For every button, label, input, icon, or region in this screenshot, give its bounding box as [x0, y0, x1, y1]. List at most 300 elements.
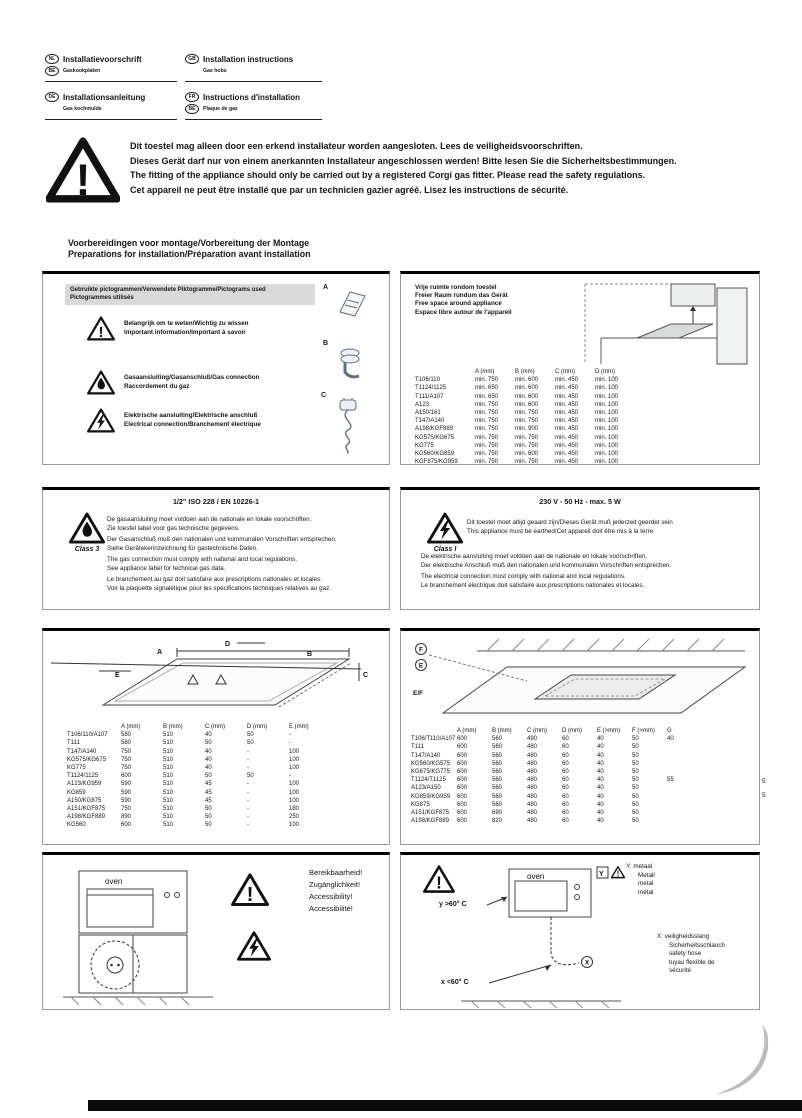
table-cell: 600	[457, 818, 468, 825]
table-row	[67, 821, 331, 829]
table-header-cell: E (>mm)	[597, 728, 621, 734]
table-header-cell: A (mm)	[457, 728, 477, 734]
free-space-title-line: Vrije ruimte rondom toestel	[415, 284, 497, 291]
table-cell: min. 750	[515, 459, 539, 466]
table-cell: T1124/1125	[415, 385, 447, 392]
accessibility-line: Bereikbaarheid!	[309, 868, 363, 877]
table-row	[67, 764, 331, 772]
table-cell: 50	[632, 785, 639, 792]
table-cell: min. 100	[595, 385, 619, 392]
gas-instruction-line: The gas connection must comply with national and local regulations.	[107, 555, 298, 563]
free-space-table	[415, 368, 635, 466]
page-curl-graphic	[706, 1022, 776, 1098]
table-cell: 510	[163, 789, 174, 796]
table-cell: min. 900	[515, 426, 539, 433]
table-cell: min. 750	[515, 418, 539, 425]
electric-warning-icon	[238, 933, 269, 960]
free-space-panel	[400, 271, 760, 465]
table-cell: KG575/KG675	[415, 434, 455, 441]
table-cell: min. 750	[475, 459, 499, 466]
gas-connector-pictogram-icon	[335, 346, 365, 382]
table-cell: 40	[597, 818, 604, 825]
section-title	[68, 238, 310, 259]
safety-line: Dieses Gerät darf nur von einem anerkannten Installateur angeschlossen werden! Bitte lesen Sie die Sicherheitsbestimmungen.	[130, 155, 677, 166]
electric-warning-icon	[87, 408, 115, 433]
table-header-cell: D (mm)	[595, 369, 615, 375]
table-cell: 60	[562, 744, 569, 751]
table-cell: 480	[527, 769, 538, 776]
figure-label-c: C	[321, 392, 327, 399]
table-row	[411, 776, 702, 784]
table-row	[415, 450, 635, 458]
worktop-panel	[400, 628, 760, 845]
gas-instruction-line: Voir la plaquette signalétique pour les spécifications techniques relatives au gaz.	[107, 584, 332, 592]
pictogram-item-text: Elektrische aansluiting/Elektrische anschluß Electrical connection/Branchement électrique	[124, 412, 261, 428]
y-material-title: Y: metaal	[626, 863, 653, 870]
svg-text:!: !	[616, 869, 620, 879]
free-space-title-line: Espace libre autour de l'appareil	[415, 308, 512, 316]
table-cell: 510	[163, 748, 174, 755]
table-cell: 60	[562, 760, 569, 767]
exclamation-glyph: !	[75, 156, 91, 203]
table-cell: min. 100	[595, 401, 619, 408]
table-cell: min. 600	[515, 377, 539, 384]
table-cell: 480	[527, 785, 538, 792]
lang-badge-gb: GB	[185, 54, 199, 64]
table-cell: min. 600	[515, 451, 539, 458]
safety-line: The fitting of the appliance should only be carried out by a registered Corgi gas fitter. Please read the safety regulations.	[130, 170, 646, 181]
table-cell: 480	[527, 801, 538, 808]
table-cell: min. 100	[595, 410, 619, 417]
table-row	[411, 817, 702, 825]
table-cell: min. 750	[475, 410, 499, 417]
earthing-line: Dit toestel moet altijd geaard zijn/Dieses Gerät muß jederzeit geerdet sein	[467, 519, 673, 526]
table-header-row	[415, 368, 635, 376]
table-cell: 890	[121, 814, 132, 821]
table-cell: 100	[289, 748, 300, 755]
table-cell: 510	[163, 822, 174, 829]
margin-mark: 5	[762, 792, 766, 799]
table-row	[67, 772, 331, 780]
table-cell: KG560	[67, 822, 86, 829]
table-cell: KG675/KG775	[411, 769, 451, 776]
lang-badge-nl: NL	[45, 54, 59, 64]
x-hose-title: X: veiligheidsslang	[657, 933, 710, 940]
footer-bar	[88, 1100, 802, 1111]
table-row	[415, 442, 635, 450]
table-cell: min. 750	[475, 377, 499, 384]
table-cell: 480	[527, 752, 538, 759]
free-space-diagram	[541, 280, 753, 368]
table-cell: 40	[597, 785, 604, 792]
table-cell: 510	[163, 797, 174, 804]
electrical-instruction-line: De elektrische aansluiting moet voldoen aan de nationale en lokale voorschriften.	[421, 553, 648, 560]
y-material-lines	[638, 872, 655, 897]
table-header-cell: C (mm)	[205, 724, 225, 730]
table-cell: 50	[632, 810, 639, 817]
table-cell: 50	[632, 777, 639, 784]
x-hose-line: sécurité	[669, 967, 692, 975]
worktop-cutout-diagram	[407, 635, 755, 725]
warning-icon	[87, 316, 115, 341]
dim-label-e: E	[418, 662, 424, 670]
cutout-table	[67, 723, 331, 830]
table-cell: A150/KG875	[67, 797, 102, 804]
table-cell: 600	[121, 773, 132, 780]
table-cell: min. 450	[555, 401, 579, 408]
table-cell: -	[247, 748, 249, 755]
table-cell: 560	[492, 801, 503, 808]
gas-class-label: Class 3	[74, 546, 100, 553]
pictograms-header-line: Pictogrammes utilisés	[70, 294, 134, 301]
table-cell: 600	[457, 744, 468, 751]
dim-label-d: D	[225, 641, 231, 648]
figure-label-b: B	[323, 340, 329, 347]
table-cell: 600	[457, 777, 468, 784]
table-cell: T147/A140	[415, 418, 445, 425]
table-cell: min. 750	[475, 426, 499, 433]
temp-hot-label: y >60° C	[439, 901, 467, 908]
table-cell: 50	[632, 744, 639, 751]
table-cell: KG859	[67, 789, 86, 796]
table-row	[67, 780, 331, 788]
table-cell: 50	[632, 793, 639, 800]
table-row	[67, 813, 331, 821]
table-header-cell	[415, 368, 475, 376]
gas-instruction-line: De gasaansluiting moet voldoen aan de nationale en lokale voorschriften.	[107, 516, 312, 523]
x-hose-line: Sicherheitsschlauch	[669, 942, 726, 949]
accessibility-line: Zugänglichkeit!	[309, 880, 361, 889]
table-header-cell: B (mm)	[492, 728, 512, 734]
table-cell: 50	[632, 736, 639, 743]
table-cell: 600	[457, 785, 468, 792]
lang-block-fr-be	[185, 92, 322, 120]
table-row	[411, 768, 702, 776]
table-row	[415, 384, 635, 392]
table-cell	[667, 752, 702, 760]
table-cell: min. 600	[515, 393, 539, 400]
table-cell	[667, 743, 702, 751]
table-cell	[667, 760, 702, 768]
table-cell: 510	[163, 773, 174, 780]
table-cell: 50	[205, 814, 212, 821]
table-cell: min. 750	[515, 434, 539, 441]
table-cell: -	[247, 781, 249, 788]
table-cell: min. 450	[555, 442, 579, 449]
table-cell: A198/KGF889	[411, 818, 450, 825]
table-cell: min. 450	[555, 393, 579, 400]
table-cell: KG575/KG675	[67, 756, 107, 763]
lang-badge-be2: BE	[185, 104, 199, 114]
table-cell: 40	[205, 748, 212, 755]
accessibility-text	[309, 867, 362, 915]
table-cell: 60	[562, 810, 569, 817]
table-header-cell: G	[667, 728, 672, 734]
table-header-cell: A (mm)	[475, 369, 495, 375]
lang-badge-be: BE	[45, 66, 59, 76]
table-cell: KG775	[67, 765, 86, 772]
table-cell: 40	[597, 752, 604, 759]
table-cell: min. 100	[595, 426, 619, 433]
table-row	[67, 756, 331, 764]
warning-icon	[46, 137, 120, 203]
electrical-spec: 230 V - 50 Hz - max. 5 W	[539, 497, 621, 506]
table-header-row	[67, 723, 331, 731]
table-cell: 750	[121, 748, 132, 755]
table-header-cell: B (mm)	[163, 724, 183, 730]
table-row	[411, 735, 702, 743]
table-cell: 510	[163, 740, 174, 747]
table-cell: min. 100	[595, 451, 619, 458]
table-cell: 560	[492, 736, 503, 743]
table-cell: 50	[247, 773, 254, 780]
dim-label-a: A	[157, 649, 163, 656]
table-cell: 600	[457, 801, 468, 808]
table-cell: 480	[527, 818, 538, 825]
table-cell: min. 750	[475, 401, 499, 408]
pictograms-header-line: Gebruikte pictogrammen/Verwendete Piktogramme/Pictograms used	[70, 287, 266, 293]
table-cell: A123/A150	[411, 785, 441, 792]
table-cell: A151/KGF875	[67, 806, 106, 813]
table-cell: 40	[597, 736, 604, 743]
table-cell: 560	[492, 777, 503, 784]
table-cell: 560	[492, 785, 503, 792]
table-cell: min. 600	[515, 401, 539, 408]
gas-instruction-line: Zie toestel label voor gas technische gegevens.	[107, 525, 240, 533]
table-cell: T111	[67, 740, 80, 747]
accessibility-line: Accessibility!	[309, 892, 353, 901]
table-cell: min. 750	[475, 442, 499, 449]
gas-flame-warning-icon	[69, 512, 105, 544]
table-header-row	[411, 727, 702, 735]
doc-subtitle-fr: Plaque de gaz	[203, 106, 238, 112]
table-row	[67, 731, 331, 739]
table-cell: KG560/KG859	[415, 451, 455, 458]
lang-block-gb	[185, 54, 322, 82]
gas-flame-warning-icon	[87, 370, 115, 395]
table-header-cell: F (>mm)	[632, 728, 655, 734]
table-cell: 50	[632, 818, 639, 825]
table-cell: 40	[205, 732, 212, 739]
table-cell: T111	[411, 744, 424, 751]
gas-instruction-line: Der Gasanschluß muß den nationalen und kommunalen Vorschriften entsprechen.	[107, 535, 337, 543]
table-row	[67, 739, 331, 747]
table-cell: 750	[121, 756, 132, 763]
table-cell	[667, 809, 702, 817]
table-cell: 50	[247, 740, 254, 747]
table-cell: 690	[492, 810, 503, 817]
table-cell: min. 450	[555, 418, 579, 425]
gas-standard: 1/2" ISO 228 / EN 10226-1	[172, 497, 260, 506]
table-cell: -	[247, 756, 249, 763]
table-cell: T106/110	[415, 377, 440, 384]
table-cell: -	[247, 797, 249, 804]
table-cell: 60	[562, 752, 569, 759]
table-cell: 50	[205, 773, 212, 780]
electric-warning-icon	[427, 512, 463, 544]
accessibility-panel	[42, 852, 390, 1010]
table-cell: 45	[205, 797, 212, 804]
table-cell	[667, 768, 702, 776]
table-cell: min. 100	[595, 442, 619, 449]
gas-instruction-line: Le branchement au gaz doit satisfaire aux prescriptions nationales et locales.	[107, 575, 322, 583]
y-material-line: métal	[638, 888, 654, 896]
table-cell: A123/KG959	[67, 781, 102, 788]
x-hose-line: safety hose	[669, 950, 702, 958]
table-cell: 60	[562, 777, 569, 784]
table-cell: 55	[667, 777, 674, 784]
warning-icon	[424, 867, 453, 893]
doc-title-de: Installationsanleitung	[63, 92, 146, 102]
doc-subtitle-nl: Gaskookplaten	[63, 68, 101, 74]
table-cell: 250	[289, 814, 300, 821]
table-row	[415, 409, 635, 417]
hob-dimensions-diagram	[51, 635, 387, 719]
table-cell: 40	[597, 777, 604, 784]
lang-block-nl-be	[45, 54, 177, 82]
cutout-panel	[42, 628, 390, 845]
x-hose-lines	[669, 942, 725, 976]
table-cell: 100	[289, 789, 300, 796]
table-cell: 100	[289, 765, 300, 772]
table-cell: 60	[562, 785, 569, 792]
table-cell: -	[289, 732, 291, 739]
table-cell: 40	[597, 810, 604, 817]
table-cell: -	[247, 765, 249, 772]
table-cell	[667, 784, 702, 792]
table-cell: 100	[289, 797, 300, 804]
doc-subtitle-gb: Gas hobs	[203, 68, 227, 74]
x-marker: X	[584, 959, 590, 967]
table-cell: A151/KGF875	[411, 810, 450, 817]
table-cell: min. 450	[555, 451, 579, 458]
table-cell: 50	[632, 769, 639, 776]
table-row	[415, 458, 635, 466]
lang-badge-de: DE	[45, 92, 59, 102]
table-cell: 590	[121, 797, 132, 804]
free-space-title	[415, 284, 512, 317]
doc-title-fr: Instructions d'installation	[203, 92, 301, 102]
table-cell: 40	[597, 769, 604, 776]
electrical-instructions	[421, 552, 671, 592]
temp-cold-label: x <60° C	[441, 979, 469, 986]
table-cell: KGF875/KG959	[415, 459, 458, 466]
table-cell: 40	[205, 765, 212, 772]
y-material-line: metal	[638, 880, 654, 888]
table-cell: 40	[597, 744, 604, 751]
table-row	[415, 393, 635, 401]
gas-instruction-line: See appliance label for technical gas data.	[107, 565, 226, 573]
table-cell: 560	[492, 793, 503, 800]
pictograms-header	[65, 284, 315, 305]
table-cell: -	[247, 789, 249, 796]
table-cell: 600	[457, 769, 468, 776]
gas-instructions	[107, 515, 337, 595]
warning-icon	[612, 867, 625, 879]
table-cell: -	[289, 773, 291, 780]
table-cell: 510	[163, 781, 174, 788]
table-cell: 480	[527, 793, 538, 800]
electrical-class-icon	[427, 512, 463, 553]
figure-label-a: A	[323, 284, 329, 291]
y-material-line: Metall	[638, 872, 655, 879]
table-cell: KG875	[411, 801, 430, 808]
table-cell: min. 750	[475, 451, 499, 458]
table-row	[415, 425, 635, 433]
table-cell: A198/KGF889	[415, 426, 454, 433]
pictogram-item-important	[87, 316, 249, 341]
table-cell: 600	[457, 760, 468, 767]
table-cell: A123	[415, 401, 430, 408]
doc-subtitle-de: Gas kochmulde	[63, 106, 102, 112]
table-cell: 40	[597, 801, 604, 808]
table-row	[411, 752, 702, 760]
table-cell: KG859/KG959	[411, 793, 451, 800]
table-cell: T1124/T1125	[411, 777, 446, 784]
table-cell: 560	[492, 769, 503, 776]
table-cell: 50	[632, 801, 639, 808]
electrical-instruction-line: Le branchement électrique doit satisfaire aux prescriptions nationales et locales.	[421, 582, 645, 590]
table-cell: min. 450	[555, 426, 579, 433]
lang-block-de	[45, 92, 177, 120]
table-cell: 60	[562, 793, 569, 800]
installation-table	[411, 727, 702, 825]
table-cell: 480	[527, 744, 538, 751]
table-cell: 750	[121, 765, 132, 772]
table-cell: 510	[163, 765, 174, 772]
table-cell: min. 600	[515, 385, 539, 392]
table-row	[411, 760, 702, 768]
table-cell: -	[247, 814, 249, 821]
table-header-cell: D (mm)	[247, 724, 267, 730]
table-cell: 40	[597, 793, 604, 800]
table-row	[411, 743, 702, 751]
table-cell: 600	[457, 810, 468, 817]
table-cell: T147/A140	[411, 752, 441, 759]
table-cell: KG560/KG575	[411, 760, 451, 767]
table-cell: min. 100	[595, 459, 619, 466]
doc-title-gb: Installation instructions	[203, 54, 294, 64]
table-cell: 45	[205, 789, 212, 796]
table-cell: 600	[457, 752, 468, 759]
table-cell: 580	[121, 740, 132, 747]
spacer	[185, 66, 199, 76]
table-cell: 50	[205, 740, 212, 747]
electrical-panel	[400, 487, 760, 610]
table-header-cell: D (mm)	[562, 728, 582, 734]
margin-mark: 5	[762, 778, 766, 785]
dim-label-f: F	[419, 646, 423, 654]
table-cell: 40	[597, 760, 604, 767]
table-cell: min. 100	[595, 377, 619, 384]
pictograms-panel	[42, 271, 390, 465]
table-cell: min. 450	[555, 385, 579, 392]
electrical-instruction-line: Der elektrische Anschluß muß den nationalen und kommunalen Vorschriften entsprechen.	[421, 562, 672, 570]
table-cell	[667, 801, 702, 809]
table-cell: 40	[667, 736, 674, 743]
table-cell: min. 450	[555, 459, 579, 466]
table-cell: min. 650	[475, 385, 499, 392]
oven-label: oven	[105, 877, 123, 886]
dim-label-b: B	[307, 651, 313, 658]
table-cell: min. 100	[595, 418, 619, 425]
table-cell: 480	[527, 810, 538, 817]
table-cell: 60	[562, 818, 569, 825]
spacer	[45, 104, 59, 114]
table-row	[415, 401, 635, 409]
table-cell: 510	[163, 806, 174, 813]
oven-label: oven	[527, 872, 545, 881]
